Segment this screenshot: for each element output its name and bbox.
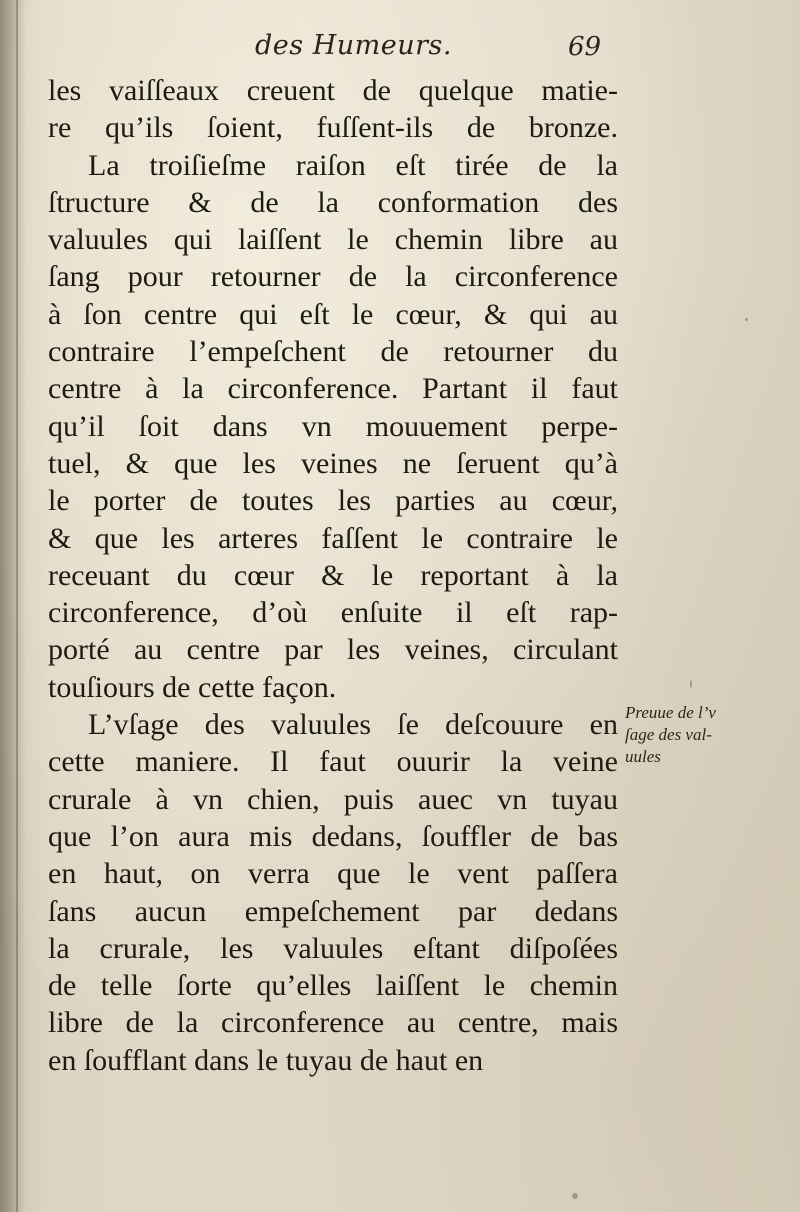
margin-note-line: ſage des val- bbox=[625, 725, 712, 744]
text-line: les vaiſſeaux creuent de quelque matie- bbox=[48, 74, 618, 107]
text-line: à ſon centre qui eſt le cœur, & qui au bbox=[48, 297, 618, 331]
text-line: La troiſieſme raiſon eſt tirée de la bbox=[88, 148, 618, 182]
text-line: la crurale, les valuules eſtant diſpoſées bbox=[48, 931, 618, 965]
margin-note bbox=[625, 702, 795, 768]
text-line: que l’on aura mis dedans, ſouffler de bas bbox=[48, 819, 618, 853]
body-text bbox=[48, 72, 618, 1079]
margin-note-line: uules bbox=[625, 747, 661, 766]
text-line: contraire l’empeſchent de retourner du bbox=[48, 335, 618, 369]
gutter-shadow bbox=[0, 0, 26, 1212]
page-edge bbox=[16, 0, 18, 1212]
paper-speck bbox=[690, 680, 692, 688]
text-line: ſtructure & de la conformation des bbox=[48, 185, 618, 219]
text-line: cette maniere. Il faut ouurir la veine bbox=[48, 745, 618, 779]
text-line: qu’il ſoit dans vn mouuement perpe- bbox=[48, 409, 618, 443]
text-line: L’vſage des valuules ſe deſcouure en bbox=[88, 708, 618, 742]
text-line: de telle ſorte qu’elles laiſſent le chemin bbox=[48, 969, 618, 1003]
text-line: crurale à vn chien, puis auec vn tuyau bbox=[48, 782, 618, 816]
text-line: en ſoufflant dans le tuyau de haut en bbox=[48, 1043, 484, 1077]
text-line: tuel, & que les veines ne ſeruent qu’à bbox=[48, 446, 618, 480]
text-line: touſiours de cette façon. bbox=[48, 670, 337, 704]
text-line: & que les arteres faſſent le contraire le bbox=[48, 521, 618, 555]
paper-speck bbox=[745, 318, 748, 321]
text-line: ſang pour retourner de la circonference bbox=[48, 260, 618, 294]
text-line: le porter de toutes les parties au cœur, bbox=[48, 484, 618, 518]
page-number: 69 bbox=[568, 32, 602, 62]
margin-note-line: Preuue de l’v bbox=[625, 703, 716, 722]
text-line: centre à la circonference. Partant il faut bbox=[48, 372, 618, 406]
text-line: receuant du cœur & le reportant à la bbox=[48, 558, 618, 592]
running-title: des Humeurs. bbox=[255, 30, 452, 61]
running-head bbox=[0, 30, 800, 74]
text-line: re qu’ils ſoient, fuſſent-ils de bronze. bbox=[48, 111, 618, 145]
text-line: en haut, on verra que le vent paſſera bbox=[48, 857, 618, 891]
text-line: circonference, d’où enſuite il eſt rap- bbox=[48, 596, 618, 630]
text-line: ſans aucun empeſchement par dedans bbox=[48, 894, 618, 928]
text-line: libre de la circonference au centre, mais bbox=[48, 1006, 618, 1040]
text-line: valuules qui laiſſent le chemin libre au bbox=[48, 223, 618, 257]
paper-speck bbox=[572, 1193, 578, 1199]
text-line: porté au centre par les veines, circulant bbox=[48, 633, 618, 667]
